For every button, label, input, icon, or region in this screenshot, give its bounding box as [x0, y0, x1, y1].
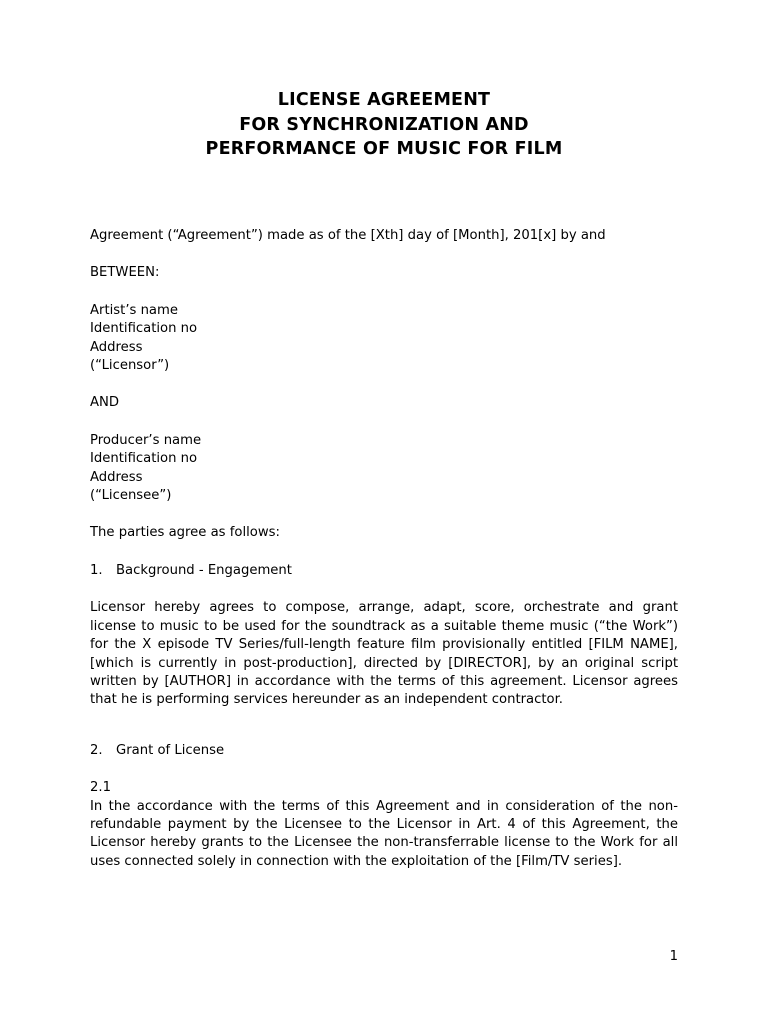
licensee-party-block: [90, 432, 678, 506]
section-2-heading: [90, 742, 678, 760]
section-2-1-number: 2.1: [90, 780, 111, 796]
licensee-name-line: Producer’s name: [90, 432, 202, 448]
between-label: BETWEEN:: [90, 265, 160, 281]
title-line-3: PERFORMANCE OF MUSIC FOR FILM: [205, 139, 563, 159]
document-title: [90, 88, 678, 162]
title-line-1: LICENSE AGREEMENT: [277, 90, 491, 110]
parties-agree-line: The parties agree as follows:: [90, 525, 280, 541]
title-line-2: FOR SYNCHRONIZATION AND: [239, 114, 529, 135]
licensor-address-line: Address: [90, 339, 143, 355]
licensor-role-line: (“Licensor”): [90, 358, 170, 374]
licensee-address-line: Address: [90, 469, 143, 485]
licensee-id-line: Identification no: [90, 451, 198, 467]
section-1-body: Licensor hereby agrees to compose, arrange, adapt, score, orchestrate and grant license to music to be used for the soundtrack as a suitable theme music (“the Work”) for the X episode TV Series/full-length feature film provisionally entitled [FILM NAME], [which is currently in post-production], directed by [DIRECTOR], by an original script written by [AUTHOR] in accordance with the terms of this agreement. Licensor agrees that he is performing services hereunder as an independent contractor.: [90, 600, 678, 708]
section-2-number: 2.: [90, 742, 103, 758]
section-1-number: 1.: [90, 562, 103, 578]
section-1-title: Background - Engagement: [116, 562, 292, 578]
section-2-1-body: In the accordance with the terms of this Agreement and in consideration of the non-refundable payment by the Licensee to the Licensor in Art. 4 of this Agreement, the Licensor hereby grants to the Licensee the non-transferrable license to the Work for all uses connected solely in connection with the exploitation of the [Film/TV series].: [90, 798, 678, 869]
section-1-heading: [90, 562, 678, 580]
licensor-name-line: Artist’s name: [90, 302, 178, 318]
section-2-title: Grant of License: [116, 742, 225, 758]
page-number: 1: [669, 949, 678, 964]
licensor-id-line: Identification no: [90, 321, 198, 337]
licensor-party-block: [90, 302, 678, 376]
and-label: AND: [90, 395, 120, 411]
intro-paragraph: Agreement (“Agreement”) made as of the [Xth] day of [Month], 201[x] by and: [90, 228, 606, 243]
licensee-role-line: (“Licensee”): [90, 488, 172, 504]
document-body: [90, 227, 678, 871]
